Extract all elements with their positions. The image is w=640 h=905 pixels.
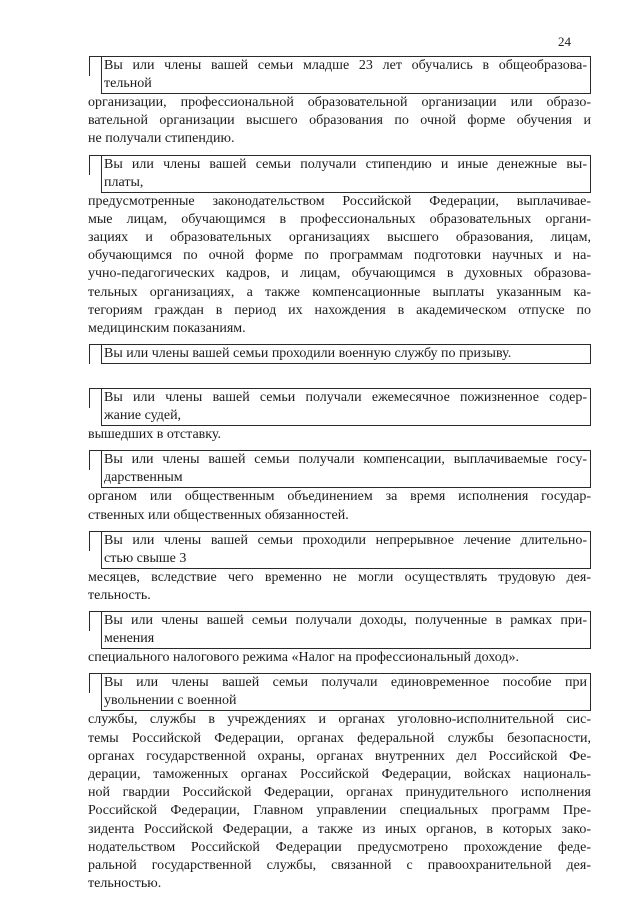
heading-line: Вы или члены вашей семьи получали стипендию и иные денежные вы- [104,156,587,172]
item-heading-box [101,155,591,193]
heading-line: Вы или члены вашей семьи получали доходы, полученные в рамках при- [104,613,587,629]
text-line: тегориям граждан в период их нахождения в академическом отпуске по [88,302,591,318]
text-line: темы Российской Федерации, органах федеральной службы безопасности, [88,730,591,746]
heading-line: Вы или члены вашей семьи проходили военную службу по призыву. [104,346,512,362]
heading-line: Вы или члены вашей семьи младше 23 лет обучались в общеобразова- [104,58,587,73]
item-judges-allowance [88,388,591,444]
text-line: службы, службы в учреждениях и органах уголовно-исполнительной сис- [88,712,591,728]
text-line: тельность. [88,588,151,604]
text-line: мые лицам, обучающимся в профессиональных образовательных органи- [88,211,591,227]
text-line: зациях и образовательных организациях высшего образования, лицам, [88,230,591,246]
text-line: месяцев, вследствие чего временно не могли осуществлять трудовую дея- [88,569,591,585]
text-line: вышедших в отставку. [88,427,221,443]
item-continuation [88,193,591,339]
item-professional-income-tax [88,611,591,667]
item-heading-box [101,450,591,488]
item-continuation [88,569,591,605]
item-continuation [88,649,591,667]
item-continuation [88,488,591,524]
text-line: ральной государственной службы, связанной с правоохранительной дея- [88,858,591,874]
heading-line: Вы или члены вашей семьи получали единовременное пособие при [104,675,587,691]
item-stipend [88,155,591,339]
text-line: предусмотренные законодательством Российской Федерации, выплачивае- [88,193,591,209]
text-line: учно-педагогических кадров, и лицам, обучающимся в духовных образова- [88,266,591,282]
item-student [88,56,591,149]
heading-line: увольнении с военной [104,693,237,709]
heading-line: Вы или члены вашей семьи проходили непрерывное лечение длительно- [104,532,587,548]
heading-line: стью свыше 3 [104,550,187,566]
item-heading-box [101,56,591,94]
text-line: обучающимся по очной форме по программам подготовки научных и на- [88,248,591,264]
heading-line: тельной [104,76,152,91]
item-continuation [88,711,591,893]
text-line: вательной организации высшего образования по очной форме обучения и [88,113,591,129]
page-number: 24 [558,34,571,49]
text-line: Российской Федерации, Главном управлении специальных программ Пре- [88,803,591,819]
item-continuation [88,94,591,149]
text-line: ной гвардии Российской Федерации, органах принудительного исполнения [88,785,591,801]
document-body [88,56,591,893]
text-line: тельностью. [88,876,162,892]
heading-line: дарственным [104,470,183,486]
item-discharge-allowance [88,673,591,893]
heading-line: Вы или члены вашей семьи получали ежемесячное пожизненное содер- [104,390,587,406]
item-heading-box [101,388,591,426]
item-continuation [88,426,591,444]
text-line: тельных организациях, а также компенсационные выплаты указанным ка- [88,284,591,300]
text-line: медицинским показаниям. [88,321,246,337]
item-state-compensation [88,450,591,524]
item-military-service [88,344,591,364]
text-line: ственных или общественных обязанностей. [88,507,349,523]
heading-line: жание судей, [104,408,182,424]
item-heading-box [101,673,591,711]
heading-line: менения [104,631,155,647]
item-heading-box [101,344,591,364]
text-line: органах государственной охраны, органах внутренних дел Российской Фе- [88,748,591,764]
heading-line: платы, [104,174,144,190]
item-heading-box [101,531,591,569]
text-line: организации, профессиональной образовательной организации или образо- [88,95,591,110]
text-line: дерации, таможенных органах Российской Федерации, войсках националь- [88,767,591,783]
text-line: нодательством Российской Федерации предусмотрено прохождение феде- [88,839,591,855]
text-line: зидента Российской Федерации, а также из иных органов, в которых зако- [88,821,591,837]
heading-line: Вы или члены вашей семьи получали компенсации, выплачиваемые госу- [104,452,587,468]
item-heading-box [101,611,591,649]
text-line: не получали стипендию. [88,131,235,147]
item-long-treatment [88,531,591,605]
text-line: органом или общественным объединением за время исполнения государ- [88,489,591,505]
text-line: специального налогового режима «Налог на профессиональный доход». [88,650,519,666]
